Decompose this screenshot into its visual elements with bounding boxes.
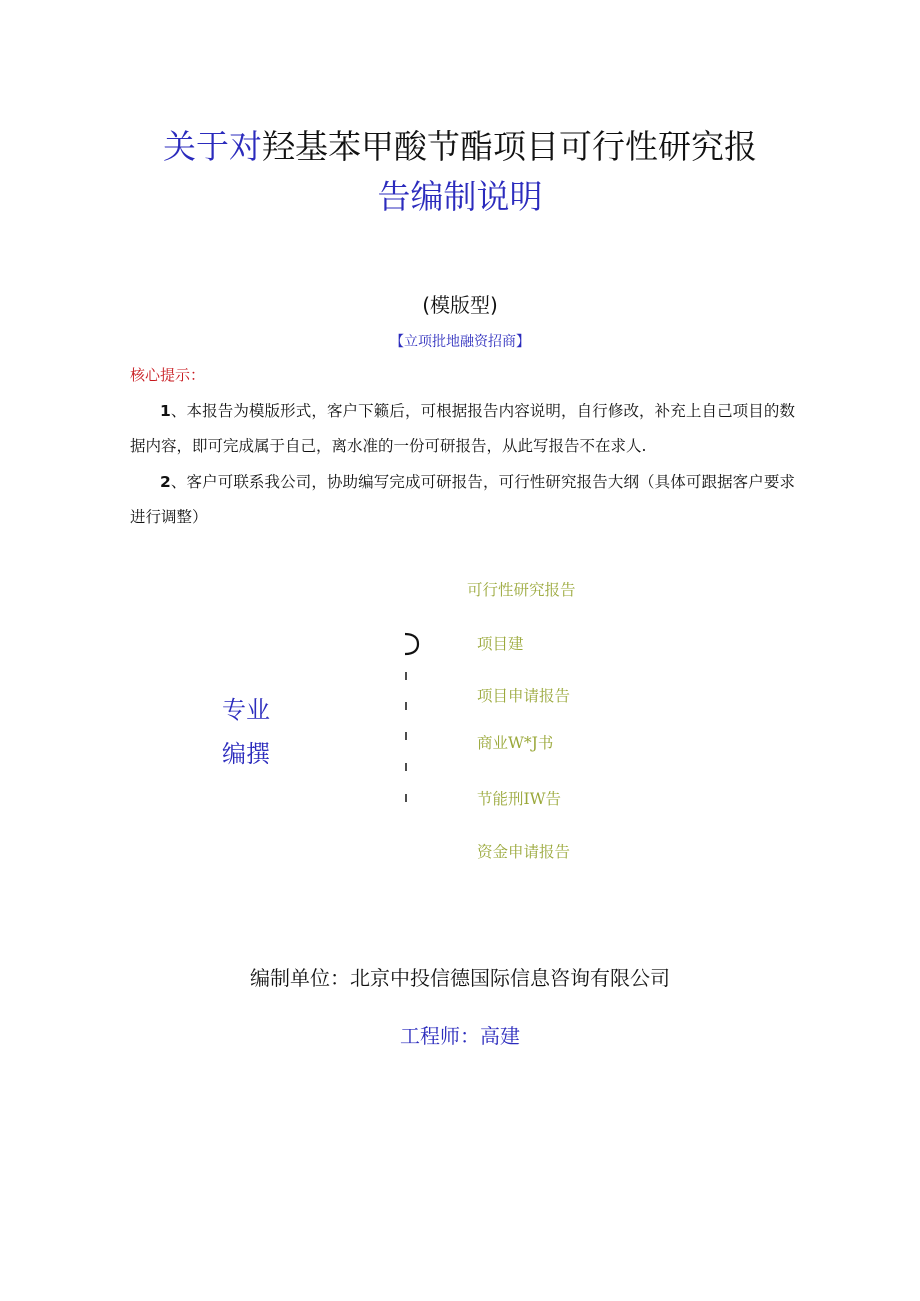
hint-number-2: 2 (160, 473, 171, 491)
report-type-item: 项目建 (477, 635, 524, 653)
hint-text-2: 、客户可联系我公司，协助编写完成可研报告，可行性研究报告大纲（具体可跟据客户要求进行调整） (130, 473, 795, 526)
report-type-item: 可行性研究报告 (467, 581, 576, 599)
side-label-line1: 专业 (222, 696, 270, 724)
report-type-item: 商业W*J书 (477, 734, 554, 752)
hint-number-1: 1 (160, 402, 171, 420)
report-type-item: 节能刑IW告 (477, 790, 562, 808)
core-hint-label: 核心提示： (130, 366, 206, 384)
model-type-label: (模版型) (422, 293, 498, 317)
title-prefix: 关于对 (163, 127, 262, 166)
report-type-item: 资金申请报告 (477, 843, 571, 861)
brace-divider (400, 630, 430, 810)
hint-text-1: 、本报告为模版形式，客户下籁后，可根据报告内容说明，自行修改，补充上自己项目的数据内容，即可完成属于自己，离水准的一份可研报告，从此写报告不在求人. (130, 402, 795, 455)
document-title-line2: 告编制说明 (377, 177, 543, 216)
hint-paragraph-2 (130, 465, 795, 535)
report-type-item: 项目申请报告 (477, 687, 571, 705)
engineer-name: 工程师：高建 (400, 1024, 520, 1048)
title-main: 羟基苯甲酸节酯项目可行性研究报 (262, 127, 757, 166)
tagline: 【立项批地融资招商】 (390, 334, 530, 350)
document-title-line1 (0, 127, 920, 166)
compiler-unit: 编制单位：北京中投信德国际信息咨询有限公司 (250, 966, 670, 990)
hint-paragraph-1 (130, 394, 795, 464)
side-label-line2: 编撰 (222, 740, 270, 768)
